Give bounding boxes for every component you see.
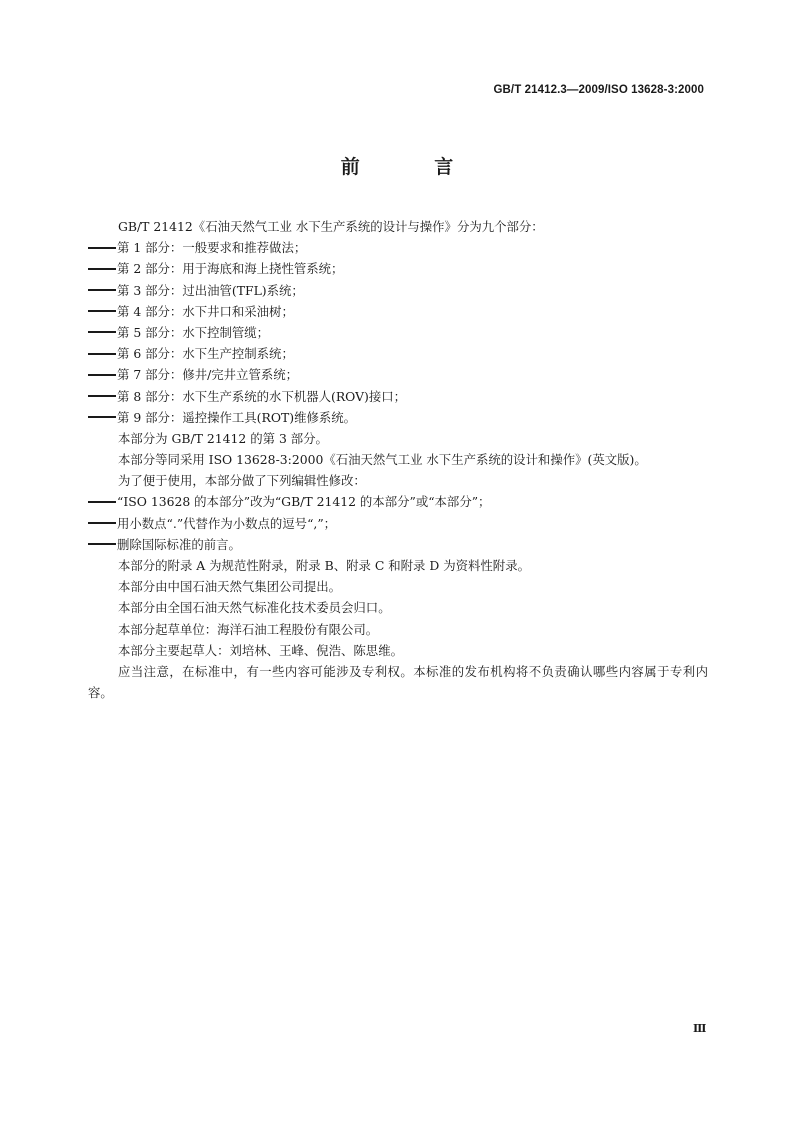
list-item-text: 第 7 部分：修井/完井立管系统； [117,367,299,383]
patent-notice: 应当注意，在标准中，有一些内容可能涉及专利权。本标准的发布机构将不负责确认哪些内容属于专利内容。 [88,663,708,701]
list-item [88,364,708,385]
list-item [88,386,708,407]
page-title: 前 言 [340,156,488,178]
page-number: Ⅲ [693,1022,707,1035]
list-item-text: 删除国际标准的前言。 [117,536,241,552]
list-item-text: 第 2 部分：用于海底和海上挠性管系统； [117,261,344,277]
list-item-text: 第 9 部分：遥控操作工具(ROT)维修系统。 [117,409,357,425]
list-item-text: “ISO 13628 的本部分”改为“GB/T 21412 的本部分”或“本部分”； [117,494,491,510]
dash-mark [88,247,116,249]
dash-mark [88,395,116,397]
annex-note: 本部分的附录 A 为规范性附录，附录 B、附录 C 和附录 D 为资料性附录。 [118,558,530,573]
list-item [88,407,708,428]
foreword-body [88,216,708,703]
centralized-by: 本部分由全国石油天然气标准化技术委员会归口。 [118,600,391,616]
list-item [88,534,708,555]
dash-mark [88,268,116,270]
list-item [88,301,708,322]
standard-code: GB/T 21412.3—2009/ISO 13628-3:2000 [493,84,704,96]
list-item-text: 第 6 部分：水下生产控制系统； [117,346,294,362]
list-item [88,343,708,364]
proposed-by: 本部分由中国石油天然气集团公司提出。 [118,579,342,595]
drafters: 本部分主要起草人：刘培林、王峰、倪浩、陈思维。 [118,642,403,658]
dash-mark [88,543,116,545]
intro-line: GB/T 21412《石油天然气工业 水下生产系统的设计与操作》分为九个部分： [118,219,544,234]
edits-intro: 为了便于使用，本部分做了下列编辑性修改： [118,473,366,489]
edits-list [88,491,708,555]
dash-mark [88,416,116,418]
dash-mark [88,522,116,524]
list-item-text: 第 8 部分：水下生产系统的水下机器人(ROV)接口； [117,388,407,404]
list-item [88,258,708,279]
list-item-text: 第 3 部分：过出油管(TFL)系统； [117,282,304,298]
dash-mark [88,374,116,376]
list-item-text: 用小数点“.”代替作为小数点的逗号“,”； [117,515,337,531]
dash-mark [88,353,116,355]
list-item [88,513,708,534]
dash-mark [88,501,116,503]
list-item [88,491,708,512]
list-item-text: 第 4 部分：水下井口和采油树； [117,303,294,319]
list-item [88,237,708,258]
adoption-statement: 本部分等同采用 ISO 13628-3:2000《石油天然气工业 水下生产系统的设计和操作》(英文版)。 [118,452,647,468]
dash-mark [88,310,116,312]
parts-list [88,237,708,428]
drafting-unit: 本部分起草单位：海洋石油工程股份有限公司。 [118,621,379,637]
list-item [88,322,708,343]
list-item [88,280,708,301]
list-item-text: 第 5 部分：水下控制管缆； [117,324,270,340]
dash-mark [88,289,116,291]
dash-mark [88,331,116,333]
list-item-text: 第 1 部分：一般要求和推荐做法； [117,240,307,256]
part-statement: 本部分为 GB/T 21412 的第 3 部分。 [118,430,328,446]
